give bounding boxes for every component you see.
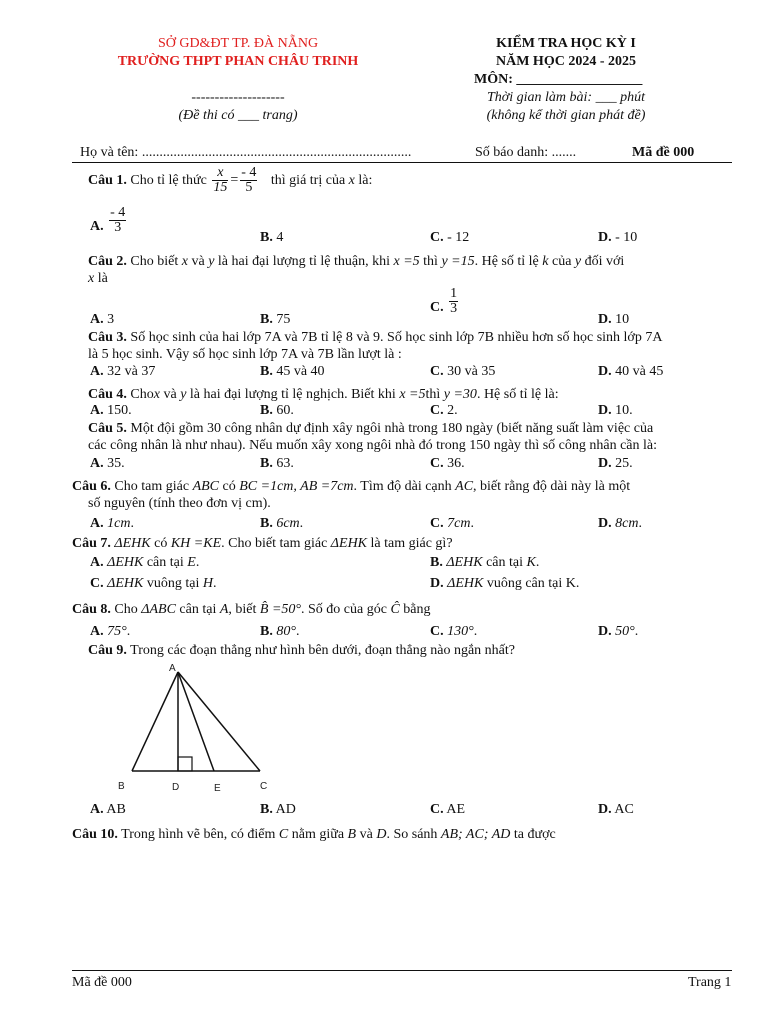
q5-option-c bbox=[430, 455, 465, 472]
q5-d-label: D. bbox=[598, 456, 612, 471]
question-10 bbox=[72, 826, 556, 843]
q4-b-label: B. bbox=[260, 403, 273, 418]
q1-option-c bbox=[430, 229, 469, 246]
q6-c-dot: . bbox=[470, 516, 474, 531]
q8-a: A bbox=[219, 602, 229, 617]
q7-a-dot: . bbox=[195, 555, 200, 570]
q10-seg: AB; AC; AD bbox=[440, 827, 511, 842]
q6-label: Câu 6. bbox=[72, 479, 111, 494]
q3-option-a bbox=[90, 363, 155, 380]
q9-option-d bbox=[598, 801, 634, 818]
q8-option-a bbox=[90, 623, 130, 640]
q7-c-vertex: H bbox=[202, 576, 213, 591]
q1-tail: thì giá trị của bbox=[270, 173, 346, 188]
q8-b-label: B. bbox=[260, 624, 273, 639]
q3-d-label: D. bbox=[598, 364, 612, 379]
q4-a-value: 150. bbox=[107, 403, 132, 418]
q9-c-value: AE bbox=[446, 802, 466, 817]
q6-d-dot: . bbox=[638, 516, 642, 531]
q1-option-b bbox=[260, 229, 283, 246]
q7-c-text: vuông tại bbox=[146, 576, 200, 591]
q6-option-b bbox=[260, 515, 303, 532]
q2-d-value: 10 bbox=[615, 312, 630, 327]
q7-b-label: B. bbox=[430, 555, 443, 570]
question-7 bbox=[72, 535, 453, 552]
segment-ac bbox=[178, 672, 260, 771]
q1-la: là: bbox=[358, 173, 373, 188]
q10-va: và bbox=[359, 827, 373, 842]
q7-b-text: cân tại bbox=[486, 555, 523, 570]
q1-fraction-m4-5 bbox=[240, 166, 257, 195]
q2-option-d bbox=[598, 311, 629, 328]
q6-b-value: 6cm bbox=[276, 516, 300, 531]
q7-d-label: D. bbox=[430, 576, 444, 591]
q3-option-d bbox=[598, 363, 663, 380]
q6-eq: BC =1cm, AB =7cm bbox=[239, 479, 354, 494]
segment-ae bbox=[178, 672, 214, 771]
q8-option-b bbox=[260, 623, 299, 640]
q8-d-value: 50° bbox=[615, 624, 635, 639]
q7-tri: ΔEHK bbox=[114, 536, 151, 551]
question-1: Câu 1. Cho tỉ lệ thức $\frac{x}{15}$ = $\frac{- 4}{5}$ thì giá trị của x là: bbox=[88, 165, 373, 195]
q3-option-c bbox=[430, 363, 495, 380]
q1-15: 15 bbox=[213, 180, 228, 195]
footer-exam-code: Mã đề 000 bbox=[72, 975, 132, 990]
q4-x: x bbox=[153, 387, 160, 402]
q5-label: Câu 5. bbox=[88, 421, 127, 436]
q9-b-label: B. bbox=[260, 802, 273, 817]
q6-abc: ABC bbox=[192, 479, 220, 494]
q5-c-label: C. bbox=[430, 456, 444, 471]
q1-text: Cho tỉ lệ thức bbox=[130, 173, 207, 188]
q2-c-num: 1 bbox=[450, 286, 458, 301]
question-6 bbox=[72, 478, 630, 495]
question-3 bbox=[88, 329, 662, 346]
q2-e2: y =15 bbox=[441, 254, 475, 269]
triangle-figure bbox=[110, 660, 280, 795]
q4-d-label: D. bbox=[598, 403, 612, 418]
q6-d-label: D. bbox=[598, 516, 612, 531]
question-8 bbox=[72, 601, 431, 618]
q8-c-label: C. bbox=[430, 624, 444, 639]
q6-b-dot: . bbox=[299, 516, 304, 531]
q7-eq: KH =KE bbox=[170, 536, 222, 551]
q2-t3: . Hệ số tỉ lệ bbox=[474, 254, 539, 269]
q7-tri2: ΔEHK bbox=[330, 536, 368, 551]
q9-option-c bbox=[430, 801, 465, 818]
subject-line: MÔN: __________________ bbox=[474, 72, 643, 87]
q1-x: x bbox=[212, 166, 228, 181]
vertex-label-d: D bbox=[172, 782, 180, 793]
q8-a-dot: . bbox=[126, 624, 131, 639]
q4-option-c bbox=[430, 402, 458, 419]
q8-a-label: A. bbox=[90, 624, 104, 639]
q2-k: k bbox=[542, 254, 549, 269]
q4-option-d bbox=[598, 402, 633, 419]
q7-label: Câu 7. bbox=[72, 536, 111, 551]
q2-b-label: B. bbox=[260, 312, 273, 327]
q7-option-c bbox=[90, 575, 216, 592]
exam-code: Mã đề 000 bbox=[632, 145, 695, 160]
q2-t1: Cho biết bbox=[130, 254, 179, 269]
q4-thi: thì bbox=[425, 387, 441, 402]
q7-option-d bbox=[430, 575, 579, 592]
q4-option-a bbox=[90, 402, 132, 419]
q6-t1: Cho tam giác bbox=[114, 479, 190, 494]
q5-line1: Một đội gồm 30 công nhân dự định xây ngôi nhà trong 180 ngày (biết năng suất làm việc của bbox=[130, 421, 654, 436]
question-4 bbox=[88, 386, 559, 403]
q6-t3: , biết rằng độ dài này là một bbox=[473, 479, 631, 494]
q5-b-value: 63. bbox=[276, 456, 294, 471]
vertex-label-a: A bbox=[169, 663, 176, 674]
q8-tri: ΔABC bbox=[141, 602, 176, 617]
q2-label: Câu 2. bbox=[88, 254, 127, 269]
q8-option-d bbox=[598, 623, 638, 640]
school-year: NĂM HỌC 2024 - 2025 bbox=[496, 54, 636, 69]
q10-label: Câu 10. bbox=[72, 827, 118, 842]
pages-note: (Đề thi có ___ trang) bbox=[178, 108, 298, 123]
vertex-label-e: E bbox=[214, 783, 221, 794]
q6-c-label: C. bbox=[430, 516, 444, 531]
q3-c-value: 30 và 35 bbox=[447, 364, 496, 379]
q1-b-value: 4 bbox=[276, 230, 284, 245]
q9-option-b bbox=[260, 801, 296, 818]
q9-a-label: A. bbox=[90, 802, 104, 817]
q10-t4: ta được bbox=[513, 827, 556, 842]
q2-la: là bbox=[97, 271, 108, 286]
q4-t3: . Hệ số tỉ lệ là: bbox=[476, 387, 559, 402]
q9-option-a bbox=[90, 801, 126, 818]
q1-a-fraction bbox=[109, 206, 126, 235]
q3-d-value: 40 và 45 bbox=[615, 364, 664, 379]
q3-a-label: A. bbox=[90, 364, 104, 379]
exam-title: KIỂM TRA HỌC KỲ I bbox=[496, 36, 636, 51]
q6-option-a bbox=[90, 515, 134, 532]
q2-a-label: A. bbox=[90, 312, 104, 327]
q7-c-dot: . bbox=[212, 576, 217, 591]
q8-c-value: 130° bbox=[447, 624, 474, 639]
q6-ac: AC bbox=[455, 479, 474, 494]
vertex-label-c: C bbox=[260, 781, 268, 792]
q6-a-label: A. bbox=[90, 516, 104, 531]
q2-c-fraction bbox=[449, 287, 458, 316]
q5-line2: các công nhân là như nhau). Nếu muốn xây xong ngôi nhà đó trong 150 ngày thì số công nhân cần là: bbox=[88, 438, 658, 453]
q5-d-value: 25. bbox=[615, 456, 633, 471]
q1-label: Câu 1. bbox=[88, 173, 127, 188]
q2-x2: x bbox=[88, 271, 95, 286]
q3-b-value: 45 và 40 bbox=[276, 364, 325, 379]
q4-b-value: 60. bbox=[276, 403, 294, 418]
q7-c-tri: ΔEHK bbox=[107, 576, 144, 591]
q3-b-label: B. bbox=[260, 364, 273, 379]
q2-line2 bbox=[88, 270, 108, 287]
q8-label: Câu 8. bbox=[72, 602, 111, 617]
q7-option-b bbox=[430, 554, 539, 571]
q9-text: Trong các đoạn thẳng như hình bên dưới, đoạn thẳng nào ngắn nhất? bbox=[130, 643, 515, 658]
q5-option-b bbox=[260, 455, 294, 472]
q4-va: và bbox=[163, 387, 177, 402]
question-9 bbox=[88, 642, 515, 659]
department-name: SỞ GD&ĐT TP. ĐÀ NẴNG bbox=[157, 36, 319, 51]
q7-d-tri: ΔEHK bbox=[447, 576, 484, 591]
q2-d-label: D. bbox=[598, 312, 612, 327]
exam-time-note: (không kể thời gian phát đề) bbox=[486, 108, 646, 123]
q8-b-value: 80° bbox=[276, 624, 296, 639]
question-2 bbox=[88, 253, 624, 270]
q8-option-c bbox=[430, 623, 477, 640]
q1-a-num: - 4 bbox=[110, 205, 126, 220]
q4-e2: y =30 bbox=[443, 387, 477, 402]
q5-option-a bbox=[90, 455, 125, 472]
q1-d-value: - 10 bbox=[615, 230, 638, 245]
student-id-field: Số báo danh: ....... bbox=[475, 145, 577, 160]
q6-co: có bbox=[222, 479, 236, 494]
q9-label: Câu 9. bbox=[88, 643, 127, 658]
q8-t5: bằng bbox=[403, 602, 431, 617]
q1-b-label: B. bbox=[260, 230, 273, 245]
q9-c-label: C. bbox=[430, 802, 444, 817]
q3-line2: là 5 học sinh. Vậy số học sinh lớp 7A và 7B lần lượt là : bbox=[88, 347, 402, 362]
header-divider bbox=[72, 162, 732, 163]
q9-a-value: AB bbox=[106, 802, 126, 817]
school-name: TRƯỜNG THPT PHAN CHÂU TRINH bbox=[117, 54, 359, 69]
q1-a-den: 3 bbox=[114, 220, 122, 235]
footer-page-number: Trang 1 bbox=[688, 975, 732, 990]
q7-a-tri: ΔEHK bbox=[107, 555, 144, 570]
q6-a-value: 1cm bbox=[107, 516, 131, 531]
q1-5: 5 bbox=[245, 180, 253, 195]
q4-d-value: 10. bbox=[615, 403, 633, 418]
q2-thi: thì bbox=[423, 254, 438, 269]
q1-xv: x bbox=[348, 173, 355, 188]
q4-t1: Cho bbox=[130, 387, 154, 402]
q10-b: B bbox=[347, 827, 357, 842]
q2-option-a bbox=[90, 311, 114, 328]
q2-y2: y bbox=[574, 254, 582, 269]
q5-a-label: A. bbox=[90, 456, 104, 471]
q8-t4: . Số đo của góc bbox=[301, 602, 387, 617]
q10-c: C bbox=[278, 827, 289, 842]
q6-d-value: 8cm bbox=[615, 516, 639, 531]
q10-d: D bbox=[376, 827, 387, 842]
header-dashes: -------------------- bbox=[191, 90, 285, 105]
q7-a-vertex: E bbox=[187, 555, 196, 570]
q10-t3: . So sánh bbox=[386, 827, 438, 842]
q9-d-label: D. bbox=[598, 802, 612, 817]
q2-t4: đối với bbox=[584, 254, 625, 269]
q7-b-tri: ΔEHK bbox=[446, 555, 483, 570]
q9-b-value: AD bbox=[275, 802, 296, 817]
q7-a-text: cân tại bbox=[146, 555, 184, 570]
vertex-label-b: B bbox=[118, 781, 125, 792]
q9-d-value: AC bbox=[614, 802, 634, 817]
q7-b-dot: . bbox=[535, 555, 540, 570]
q2-x: x bbox=[181, 254, 188, 269]
q1-option-d bbox=[598, 229, 637, 246]
q5-c-value: 36. bbox=[447, 456, 465, 471]
q6-line2: số nguyên (tính theo đơn vị cm). bbox=[88, 496, 271, 511]
q6-a-dot: . bbox=[130, 516, 134, 531]
q3-c-label: C. bbox=[430, 364, 444, 379]
q4-c-label: C. bbox=[430, 403, 444, 418]
student-name-field: Họ và tên: ............................................................................. bbox=[80, 145, 412, 160]
q1-d-label: D. bbox=[598, 230, 612, 245]
q8-a-value: 75° bbox=[107, 624, 127, 639]
q6-t2: . Tìm độ dài cạnh bbox=[353, 479, 452, 494]
q3-label: Câu 3. bbox=[88, 330, 127, 345]
q2-option-c bbox=[430, 287, 460, 316]
q8-t1: Cho bbox=[114, 602, 138, 617]
q2-b-value: 75 bbox=[276, 312, 291, 327]
segment-ab bbox=[132, 672, 178, 771]
q8-b-dot: . bbox=[295, 624, 300, 639]
right-angle-marker bbox=[178, 757, 192, 771]
q1-m4: - 4 bbox=[241, 165, 257, 180]
q3-option-b bbox=[260, 363, 325, 380]
q5-a-value: 35. bbox=[107, 456, 125, 471]
q4-y: y bbox=[180, 387, 187, 402]
q2-y: y bbox=[208, 254, 215, 269]
q10-t1: Trong hình vẽ bên, có điểm bbox=[121, 827, 276, 842]
q7-b-vertex: K bbox=[526, 555, 536, 570]
q8-t2: cân tại bbox=[179, 602, 217, 617]
q7-t3: là tam giác gì? bbox=[370, 536, 453, 551]
q7-a-label: A. bbox=[90, 555, 104, 570]
q2-c-den: 3 bbox=[450, 301, 458, 316]
q6-option-d bbox=[598, 515, 642, 532]
q5-option-d bbox=[598, 455, 633, 472]
q8-d-dot: . bbox=[634, 624, 639, 639]
question-5 bbox=[88, 420, 653, 437]
exam-time: Thời gian làm bài: ___ phút bbox=[487, 90, 645, 105]
q7-t2: . Cho biết tam giác bbox=[221, 536, 328, 551]
footer-divider bbox=[72, 970, 732, 971]
q2-c-label: C. bbox=[430, 300, 444, 315]
q1-c-label: C. bbox=[430, 230, 444, 245]
q1-c-value: - 12 bbox=[447, 230, 470, 245]
q3-a-value: 32 và 37 bbox=[107, 364, 156, 379]
q4-option-b bbox=[260, 402, 294, 419]
q4-e1: x =5 bbox=[399, 387, 426, 402]
q1-fraction-x-15 bbox=[212, 166, 228, 195]
q4-t2: là hai đại lượng tỉ lệ nghịch. Biết khi bbox=[189, 387, 396, 402]
q1-a-label: A. bbox=[90, 219, 104, 234]
q2-va: và bbox=[191, 254, 205, 269]
q8-c: Ĉ bbox=[390, 602, 400, 617]
q4-c-value: 2. bbox=[447, 403, 458, 418]
q4-label: Câu 4. bbox=[88, 387, 127, 402]
q7-option-a bbox=[90, 554, 199, 571]
q7-c-label: C. bbox=[90, 576, 104, 591]
q8-c-dot: . bbox=[473, 624, 478, 639]
q6-c-value: 7cm bbox=[447, 516, 471, 531]
q1-option-a bbox=[90, 206, 128, 235]
q7-d-text: vuông cân tại K. bbox=[486, 576, 580, 591]
q6-b-label: B. bbox=[260, 516, 273, 531]
q7-co: có bbox=[154, 536, 168, 551]
q8-t3: , biết bbox=[228, 602, 257, 617]
q2-option-b bbox=[260, 311, 290, 328]
q8-eq: B̂ =50° bbox=[259, 602, 302, 617]
q2-t2: là hai đại lượng tỉ lệ thuận, khi bbox=[217, 254, 390, 269]
q2-e1: x =5 bbox=[393, 254, 420, 269]
q10-t2: nằm giữa bbox=[291, 827, 345, 842]
q3-line1: Số học sinh của hai lớp 7A và 7B tỉ lệ 8 và 9. Số học sinh lớp 7B nhiều hơn số học sinh lớp 7A bbox=[130, 330, 663, 345]
q5-b-label: B. bbox=[260, 456, 273, 471]
q2-a-value: 3 bbox=[107, 312, 115, 327]
q4-a-label: A. bbox=[90, 403, 104, 418]
q2-cua: của bbox=[551, 254, 572, 269]
q8-d-label: D. bbox=[598, 624, 612, 639]
q6-option-c bbox=[430, 515, 474, 532]
